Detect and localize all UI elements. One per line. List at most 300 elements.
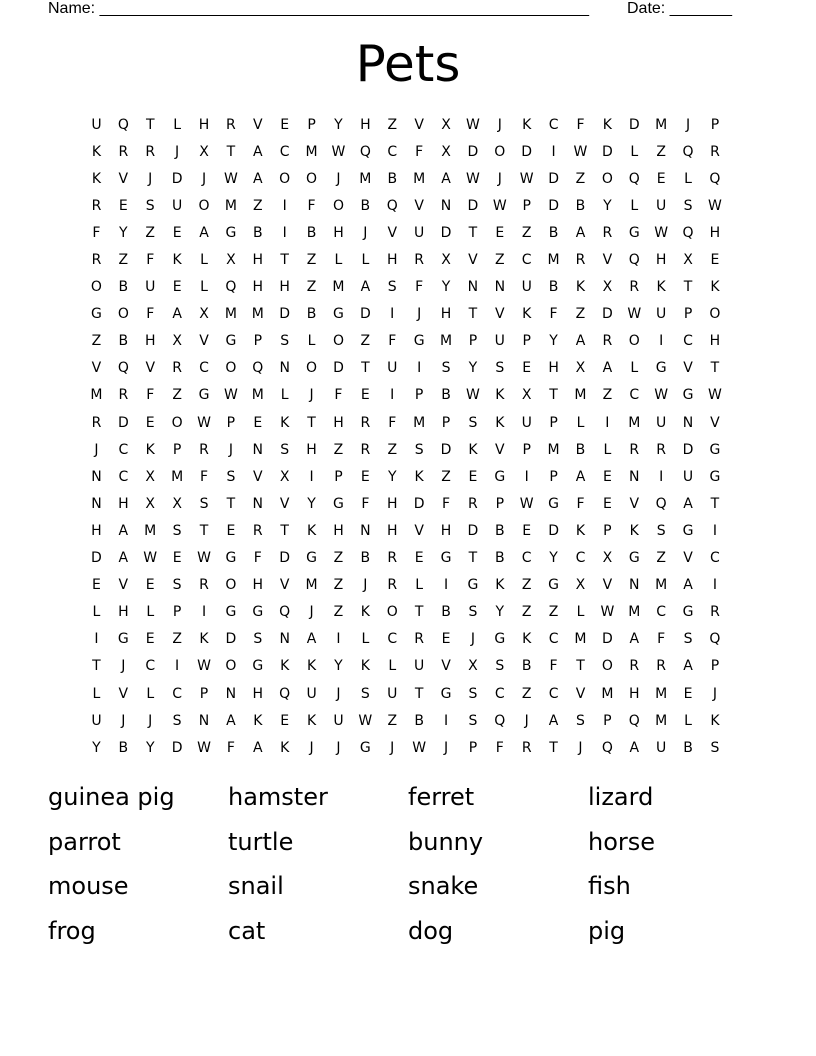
grid-letter: B: [548, 224, 559, 241]
grid-letter: S: [468, 414, 478, 431]
grid-letter: X: [145, 468, 156, 485]
grid-letter: C: [710, 550, 720, 567]
grid-letter: G: [359, 739, 371, 756]
grid-letter: V: [279, 577, 290, 594]
grid-letter: N: [279, 631, 290, 648]
grid-letter: J: [390, 739, 395, 756]
grid-letter: Y: [387, 468, 397, 485]
grid-letter: Q: [655, 495, 667, 512]
grid-letter: D: [413, 495, 425, 512]
grid-letter: D: [359, 306, 371, 323]
grid-letter: N: [198, 712, 210, 729]
grid-letter: Y: [334, 658, 343, 675]
grid-letter: K: [280, 739, 290, 756]
grid-letter: J: [363, 577, 368, 594]
grid-letter: V: [575, 685, 586, 702]
grid-letter: E: [360, 468, 370, 485]
grid-letter: L: [280, 387, 289, 404]
grid-letter: K: [656, 279, 666, 296]
grid-letter: O: [90, 279, 102, 296]
grid-letter: W: [573, 143, 588, 160]
grid-letter: H: [440, 306, 452, 323]
grid-letter: K: [306, 522, 317, 539]
word-bank-item: lizard: [588, 783, 654, 811]
grid-letter: A: [441, 170, 451, 187]
grid-letter: N: [225, 685, 237, 702]
grid-letter: J: [148, 170, 153, 187]
grid-letter: A: [548, 712, 559, 729]
grid-letter: T: [710, 360, 720, 377]
grid-letter: N: [629, 577, 640, 594]
grid-letter: E: [118, 197, 128, 214]
grid-letter: T: [468, 306, 478, 323]
grid-letter: S: [280, 333, 290, 350]
grid-letter: L: [576, 414, 585, 431]
grid-letter: O: [494, 143, 506, 160]
grid-letter: X: [441, 143, 451, 160]
grid-letter: Q: [709, 170, 721, 187]
grid-letter: V: [253, 116, 263, 133]
grid-letter: B: [118, 739, 129, 756]
word-bank-item: cat: [228, 916, 266, 945]
grid-letter: K: [145, 441, 155, 458]
grid-letter: S: [226, 468, 236, 485]
grid-letter: G: [682, 387, 694, 404]
grid-letter: K: [360, 658, 370, 675]
grid-letter: D: [171, 739, 183, 756]
grid-letter: L: [361, 631, 370, 648]
grid-letter: D: [440, 224, 452, 241]
grid-letter: S: [468, 604, 478, 621]
grid-letter: P: [603, 712, 612, 729]
grid-letter: B: [118, 333, 129, 350]
grid-letter: T: [92, 658, 101, 675]
grid-letter: D: [467, 197, 479, 214]
grid-letter: T: [468, 224, 478, 241]
grid-letter: S: [360, 685, 370, 702]
grid-letter: W: [465, 170, 480, 187]
grid-letter: R: [656, 658, 667, 675]
grid-letter: G: [628, 550, 640, 567]
grid-letter: J: [685, 116, 691, 133]
grid-letter: Z: [602, 387, 613, 404]
grid-letter: I: [336, 631, 341, 648]
grid-letter: W: [223, 170, 238, 187]
grid-letter: K: [306, 658, 317, 675]
grid-letter: Z: [521, 224, 532, 241]
grid-letter: Z: [548, 604, 559, 621]
grid-letter: L: [92, 604, 101, 621]
grid-letter: B: [118, 279, 129, 296]
grid-letter: P: [253, 333, 263, 350]
grid-letter: F: [441, 495, 451, 512]
grid-letter: E: [145, 631, 155, 648]
grid-letter: S: [199, 495, 209, 512]
grid-letter: D: [521, 143, 533, 160]
grid-letter: R: [602, 224, 613, 241]
grid-letter: P: [199, 685, 209, 702]
grid-letter: Z: [333, 441, 344, 458]
grid-letter: S: [172, 522, 182, 539]
grid-letter: F: [334, 387, 343, 404]
grid-letter: G: [709, 468, 721, 485]
grid-letter: G: [198, 387, 210, 404]
grid-letter: M: [628, 414, 641, 431]
grid-letter: T: [199, 522, 209, 539]
grid-letter: P: [172, 604, 182, 621]
grid-letter: Z: [333, 604, 344, 621]
grid-letter: K: [495, 577, 505, 594]
grid-letter: C: [387, 631, 398, 648]
grid-letter: N: [467, 279, 479, 296]
grid-letter: M: [413, 414, 426, 431]
grid-letter: M: [655, 116, 668, 133]
grid-letter: D: [117, 414, 129, 431]
grid-letter: Z: [387, 712, 398, 729]
grid-letter: P: [441, 414, 451, 431]
grid-letter: V: [414, 522, 424, 539]
grid-letter: K: [575, 279, 586, 296]
grid-letter: N: [682, 414, 694, 431]
grid-letter: S: [656, 522, 666, 539]
grid-letter: F: [307, 197, 316, 214]
grid-letter: J: [148, 712, 153, 729]
grid-letter: E: [522, 360, 532, 377]
grid-letter: Q: [117, 360, 129, 377]
grid-letter: K: [306, 712, 317, 729]
grid-letter: O: [601, 170, 613, 187]
grid-letter: D: [91, 550, 102, 567]
grid-letter: G: [628, 224, 640, 241]
grid-letter: F: [495, 739, 504, 756]
grid-letter: J: [175, 143, 180, 160]
grid-letter: R: [629, 441, 640, 458]
grid-letter: I: [94, 631, 99, 648]
grid-letter: X: [602, 279, 613, 296]
grid-letter: Q: [628, 170, 640, 187]
grid-letter: A: [683, 495, 693, 512]
grid-letter: B: [575, 197, 586, 214]
grid-letter: Z: [172, 631, 182, 648]
grid-letter: C: [521, 550, 532, 567]
grid-letter: K: [522, 306, 532, 323]
grid-letter: Q: [494, 712, 506, 729]
grid-letter: M: [413, 170, 426, 187]
grid-letter: G: [306, 550, 317, 567]
grid-letter: G: [225, 604, 237, 621]
grid-letter: R: [387, 577, 398, 594]
grid-letter: H: [655, 252, 667, 269]
grid-letter: M: [574, 631, 587, 648]
grid-letter: M: [171, 468, 184, 485]
name-field-label: Name: _______________________________________________________: [48, 0, 589, 17]
grid-letter: Z: [333, 577, 344, 594]
grid-letter: A: [575, 224, 586, 241]
grid-letter: M: [251, 387, 264, 404]
grid-letter: H: [333, 414, 344, 431]
word-bank-item: ferret: [408, 783, 475, 811]
grid-letter: G: [333, 495, 344, 512]
word-bank-item: turtle: [228, 827, 294, 856]
grid-letter: E: [226, 522, 236, 539]
grid-letter: K: [253, 712, 263, 729]
grid-letter: U: [171, 197, 183, 214]
grid-letter: A: [118, 550, 129, 567]
grid-letter: L: [388, 658, 397, 675]
grid-letter: K: [360, 604, 370, 621]
grid-letter: E: [495, 224, 505, 241]
grid-letter: P: [495, 495, 505, 512]
grid-letter: Z: [495, 252, 505, 269]
grid-letter: A: [253, 170, 263, 187]
grid-letter: T: [414, 604, 424, 621]
grid-letter: W: [708, 197, 722, 214]
grid-letter: S: [495, 360, 505, 377]
grid-letter: W: [412, 739, 427, 756]
grid-letter: N: [360, 522, 371, 539]
grid-letter: J: [578, 739, 583, 756]
grid-letter: J: [336, 739, 341, 756]
grid-letter: Q: [709, 631, 721, 648]
grid-letter: F: [657, 631, 666, 648]
grid-letter: B: [495, 522, 505, 539]
grid-letter: H: [252, 279, 264, 296]
grid-letter: Y: [334, 116, 343, 133]
grid-letter: I: [524, 468, 529, 485]
word-bank-item: frog: [48, 916, 96, 945]
word-bank-item: mouse: [48, 872, 129, 900]
grid-letter: E: [710, 252, 720, 269]
grid-letter: H: [91, 522, 102, 539]
grid-letter: L: [603, 441, 612, 458]
grid-letter: V: [199, 333, 209, 350]
grid-letter: B: [548, 279, 559, 296]
grid-letter: M: [305, 143, 318, 160]
grid-letter: M: [655, 577, 668, 594]
grid-letter: U: [494, 333, 505, 350]
grid-letter: P: [226, 414, 236, 431]
grid-letter: A: [118, 522, 129, 539]
grid-letter: W: [708, 387, 722, 404]
grid-letter: E: [172, 224, 182, 241]
grid-letter: Z: [387, 441, 398, 458]
grid-letter: J: [363, 224, 368, 241]
grid-letter: G: [440, 685, 452, 702]
grid-letter: W: [654, 224, 669, 241]
grid-letter: G: [494, 631, 506, 648]
grid-letter: S: [468, 712, 478, 729]
grid-letter: K: [495, 414, 505, 431]
grid-letter: R: [575, 252, 586, 269]
grid-letter: F: [146, 387, 155, 404]
grid-letter: X: [172, 333, 182, 350]
grid-letter: V: [118, 685, 129, 702]
grid-letter: R: [468, 495, 478, 512]
grid-letter: K: [199, 631, 209, 648]
grid-letter: R: [360, 414, 371, 431]
grid-letter: U: [656, 414, 667, 431]
grid-letter: F: [92, 224, 101, 241]
grid-letter: E: [414, 550, 424, 567]
grid-letter: S: [683, 631, 693, 648]
grid-letter: H: [252, 685, 264, 702]
grid-letter: J: [497, 170, 502, 187]
grid-letter: A: [306, 631, 317, 648]
grid-letter: J: [94, 441, 99, 458]
grid-letter: E: [602, 468, 612, 485]
grid-letter: W: [465, 387, 480, 404]
grid-letter: S: [172, 577, 182, 594]
grid-letter: I: [390, 306, 395, 323]
grid-letter: X: [521, 387, 532, 404]
grid-letter: J: [336, 170, 341, 187]
grid-letter: S: [414, 441, 424, 458]
word-bank-item: hamster: [228, 783, 328, 811]
grid-letter: J: [712, 685, 717, 702]
grid-letter: A: [629, 631, 640, 648]
grid-letter: P: [683, 306, 693, 323]
grid-letter: M: [305, 577, 318, 594]
grid-letter: Y: [92, 739, 101, 756]
grid-letter: B: [414, 712, 424, 729]
grid-letter: J: [309, 604, 314, 621]
grid-letter: Z: [575, 170, 586, 187]
grid-letter: Z: [145, 224, 156, 241]
grid-letter: R: [118, 387, 129, 404]
grid-letter: J: [201, 170, 207, 187]
grid-letter: F: [415, 279, 424, 296]
grid-letter: Z: [333, 550, 344, 567]
grid-letter: M: [90, 387, 103, 404]
grid-letter: C: [172, 685, 182, 702]
grid-letter: E: [280, 712, 290, 729]
grid-letter: O: [332, 333, 344, 350]
grid-letter: L: [630, 143, 639, 160]
grid-letter: R: [226, 116, 236, 133]
grid-letter: G: [252, 658, 264, 675]
grid-letter: X: [279, 468, 290, 485]
grid-letter: M: [359, 170, 372, 187]
grid-letter: O: [117, 306, 129, 323]
grid-letter: P: [549, 414, 558, 431]
grid-letter: C: [521, 252, 532, 269]
grid-letter: H: [118, 495, 129, 512]
grid-letter: P: [603, 522, 612, 539]
grid-letter: P: [710, 658, 720, 675]
grid-letter: B: [360, 550, 371, 567]
grid-letter: Q: [682, 143, 694, 160]
grid-letter: B: [441, 387, 451, 404]
grid-letter: R: [629, 279, 640, 296]
grid-letter: S: [683, 197, 693, 214]
grid-letter: N: [279, 360, 290, 377]
grid-letter: G: [548, 495, 560, 512]
grid-letter: D: [601, 143, 613, 160]
grid-letter: C: [548, 685, 559, 702]
grid-letter: R: [91, 197, 102, 214]
grid-letter: O: [709, 306, 721, 323]
grid-letter: N: [252, 441, 264, 458]
grid-letter: K: [522, 116, 532, 133]
grid-letter: T: [280, 522, 289, 539]
grid-letter: W: [519, 170, 534, 187]
grid-letter: J: [309, 739, 314, 756]
grid-letter: H: [709, 224, 721, 241]
grid-letter: V: [710, 414, 720, 431]
grid-letter: D: [548, 170, 559, 187]
grid-letter: G: [225, 224, 237, 241]
grid-letter: O: [198, 197, 210, 214]
grid-letter: M: [655, 712, 668, 729]
grid-letter: T: [145, 116, 155, 133]
grid-letter: W: [197, 414, 211, 431]
grid-letter: B: [575, 441, 586, 458]
grid-letter: K: [91, 170, 102, 187]
grid-letter: N: [91, 495, 102, 512]
grid-letter: C: [279, 143, 290, 160]
grid-letter: Y: [468, 360, 478, 377]
grid-letter: W: [654, 387, 669, 404]
grid-letter: X: [145, 495, 156, 512]
grid-letter: Z: [252, 197, 263, 214]
grid-letter: K: [280, 414, 290, 431]
grid-letter: R: [414, 252, 424, 269]
grid-letter: L: [415, 577, 424, 594]
grid-letter: F: [361, 495, 370, 512]
grid-letter: H: [144, 333, 156, 350]
grid-letter: E: [253, 414, 263, 431]
grid-letter: T: [226, 495, 236, 512]
grid-letter: F: [199, 468, 209, 485]
grid-letter: T: [710, 495, 720, 512]
grid-letter: Q: [682, 224, 694, 241]
grid-letter: F: [146, 306, 155, 323]
grid-letter: U: [521, 279, 532, 296]
grid-letter: O: [601, 658, 613, 675]
grid-letter: P: [468, 739, 478, 756]
grid-letter: Z: [656, 550, 666, 567]
grid-letter: L: [200, 252, 208, 269]
grid-letter: T: [361, 360, 370, 377]
grid-letter: B: [306, 306, 317, 323]
grid-letter: J: [309, 387, 314, 404]
grid-letter: S: [441, 360, 451, 377]
grid-letter: J: [417, 306, 422, 323]
grid-letter: E: [360, 387, 370, 404]
grid-letter: R: [91, 414, 102, 431]
letter-grid: [83, 111, 728, 761]
grid-letter: V: [602, 252, 613, 269]
grid-letter: M: [144, 522, 157, 539]
grid-letter: A: [360, 279, 371, 296]
grid-letter: C: [548, 116, 559, 133]
grid-letter: M: [224, 306, 237, 323]
grid-letter: W: [627, 306, 642, 323]
grid-letter: I: [551, 143, 556, 160]
grid-letter: M: [655, 685, 668, 702]
grid-letter: B: [521, 658, 532, 675]
grid-letter: H: [548, 360, 559, 377]
grid-letter: U: [91, 116, 102, 133]
grid-letter: H: [252, 577, 264, 594]
word-bank-item: dog: [408, 916, 454, 945]
grid-letter: Q: [279, 604, 291, 621]
grid-letter: H: [306, 441, 317, 458]
grid-letter: V: [253, 468, 263, 485]
grid-letter: X: [602, 550, 613, 567]
grid-letter: Y: [441, 279, 451, 296]
grid-letter: Z: [441, 468, 451, 485]
